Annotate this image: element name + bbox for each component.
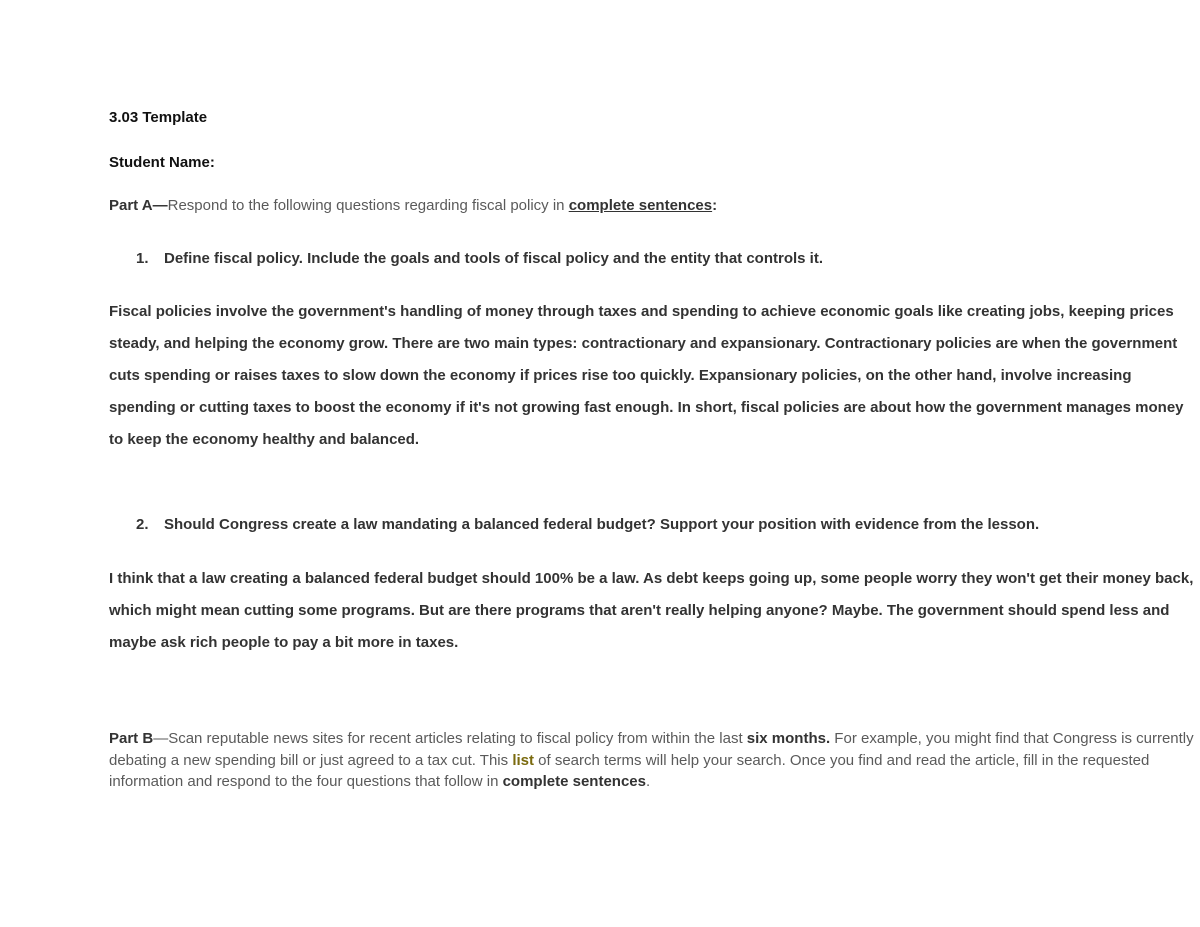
search-terms-list-link[interactable]: list: [512, 751, 534, 769]
part-a-text: Respond to the following questions regarding fiscal policy in: [167, 197, 569, 214]
part-b-complete-sentences: complete sentences: [502, 773, 646, 790]
part-b-instruction: [109, 728, 1199, 793]
question-1: [136, 250, 823, 267]
question-2-text: Should Congress create a law mandating a balanced federal budget? Support your position with evidence from the lesson.: [164, 516, 1040, 533]
part-b-text-2: For example, you might find that Congress is currently debating a new spending bill or just agreed to a tax cut. This: [109, 730, 1194, 769]
part-b-text-4: .: [645, 773, 651, 790]
part-b-lead: Part B: [109, 730, 154, 747]
part-a-emphasis: complete sentences: [568, 197, 713, 214]
part-b-text-1: Scan reputable news sites for recent articles relating to fiscal policy from within the last: [168, 730, 747, 747]
part-b-six-months: six months.: [746, 730, 831, 747]
student-name-label: Student Name:: [109, 154, 215, 171]
part-b-dash: —: [153, 730, 169, 747]
part-b-text-3: of search terms will help your search. Once you find and read the article, fill in the requested information and respond to the four questions that follow in: [109, 751, 1150, 790]
question-2: [136, 516, 1039, 533]
part-a-colon: :: [712, 197, 718, 214]
question-1-number: 1.: [136, 250, 149, 267]
answer-2: I think that a law creating a balanced federal budget should 100% be a law. As debt keeps going up, some people worry they won't get their money back, which might mean cutting some programs. But are there programs that aren't really helping anyone? Maybe. The government should spend less and maybe ask rich people to pay a bit more in taxes.: [109, 570, 1194, 651]
part-a-lead: Part A—: [109, 197, 168, 214]
answer-1: Fiscal policies involve the government's handling of money through taxes and spending to achieve economic goals like creating jobs, keeping prices steady, and helping the economy grow. There are two main types: contractionary and expansionary. Contractionary policies are when the government cuts spending or raises taxes to slow down the economy if prices rise too quickly. Expansionary policies, on the other hand, involve increasing spending or cutting taxes to boost the economy if it's not growing fast enough. In short, fiscal policies are about how the government manages money to keep the economy healthy and balanced.: [109, 303, 1184, 448]
document-title: 3.03 Template: [109, 109, 208, 126]
part-a-instruction: [109, 197, 717, 214]
question-1-text: Define fiscal policy. Include the goals and tools of fiscal policy and the entity that controls it.: [164, 250, 823, 267]
question-2-number: 2.: [136, 516, 149, 533]
